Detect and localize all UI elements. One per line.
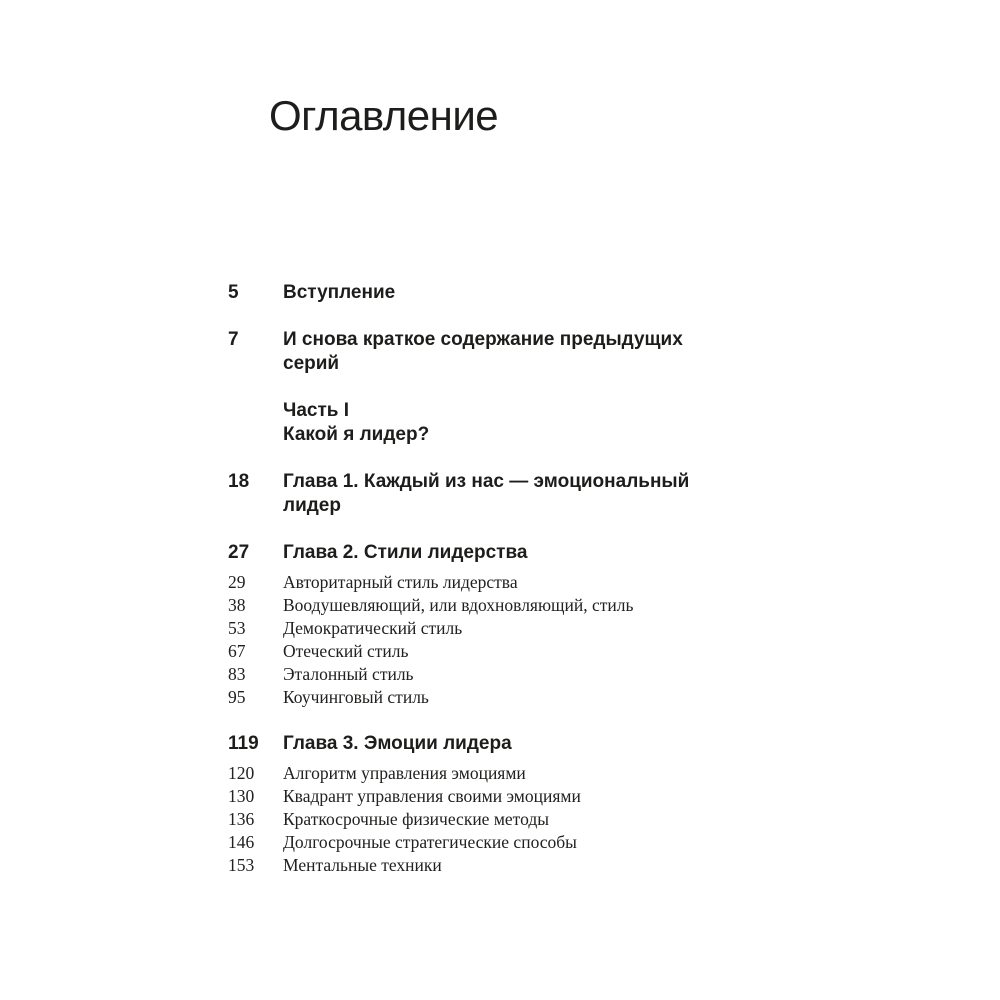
toc-title: Авторитарный стиль лидерства [283, 572, 518, 592]
toc-page-number: 83 [228, 664, 246, 684]
toc-row [228, 762, 758, 785]
toc-title: Вступление [283, 282, 396, 303]
toc-title: Ментальные техники [283, 855, 442, 875]
toc-page-number: 5 [228, 282, 239, 303]
toc-page-number: 119 [228, 733, 259, 754]
toc-row [228, 594, 758, 617]
toc-page-number: 130 [228, 786, 255, 806]
toc-row [228, 541, 758, 565]
toc-title: Демократический стиль [283, 618, 463, 638]
toc-title: Воодушевляющий, или вдохновляющий, стиль [283, 595, 634, 615]
toc-page-number: 153 [228, 855, 255, 875]
toc-title: Квадрант управления своими эмоциями [283, 786, 581, 806]
toc-page-number: 136 [228, 809, 255, 829]
toc-title: Долгосрочные стратегические способы [283, 832, 577, 852]
toc-title [283, 399, 715, 447]
toc-title: Коучинговый стиль [283, 687, 429, 707]
toc-row [228, 571, 758, 594]
toc-page-number: 38 [228, 595, 246, 615]
toc-title: Глава 2. Стили лидерства [283, 542, 528, 563]
toc-title: Краткосрочные физические методы [283, 809, 549, 829]
toc-page-number: 95 [228, 687, 246, 707]
toc-row [228, 732, 758, 756]
toc-row [228, 808, 758, 831]
toc-title: И снова краткое содержание предыдущих серий [283, 329, 683, 374]
toc-row [228, 470, 758, 518]
toc-row [228, 785, 758, 808]
toc-row [228, 831, 758, 854]
toc-page-number: 27 [228, 542, 250, 563]
page-title: Оглавление [269, 92, 499, 139]
toc-page-number: 18 [228, 471, 250, 492]
toc-row [228, 640, 758, 663]
toc-page-number: 7 [228, 329, 239, 350]
toc-row [228, 399, 758, 447]
toc-row [228, 617, 758, 640]
toc-page-number: 67 [228, 641, 246, 661]
table-of-contents [228, 281, 758, 877]
toc-row [228, 663, 758, 686]
toc-page-number: 29 [228, 572, 246, 592]
toc-title: Отеческий стиль [283, 641, 409, 661]
toc-title-line: Какой я лидер? [283, 424, 430, 445]
toc-row [228, 854, 758, 877]
toc-row [228, 328, 758, 376]
toc-title: Глава 3. Эмоции лидера [283, 733, 512, 754]
toc-row [228, 281, 758, 305]
toc-title-line: Часть I [283, 400, 350, 421]
toc-title: Алгоритм управления эмоциями [283, 763, 526, 783]
toc-title: Глава 1. Каждый из нас — эмоциональный лидер [283, 471, 690, 516]
toc-title: Эталонный стиль [283, 664, 414, 684]
toc-page-number: 53 [228, 618, 246, 638]
toc-row [228, 686, 758, 709]
toc-page-number: 120 [228, 763, 255, 783]
toc-page-number: 146 [228, 832, 255, 852]
